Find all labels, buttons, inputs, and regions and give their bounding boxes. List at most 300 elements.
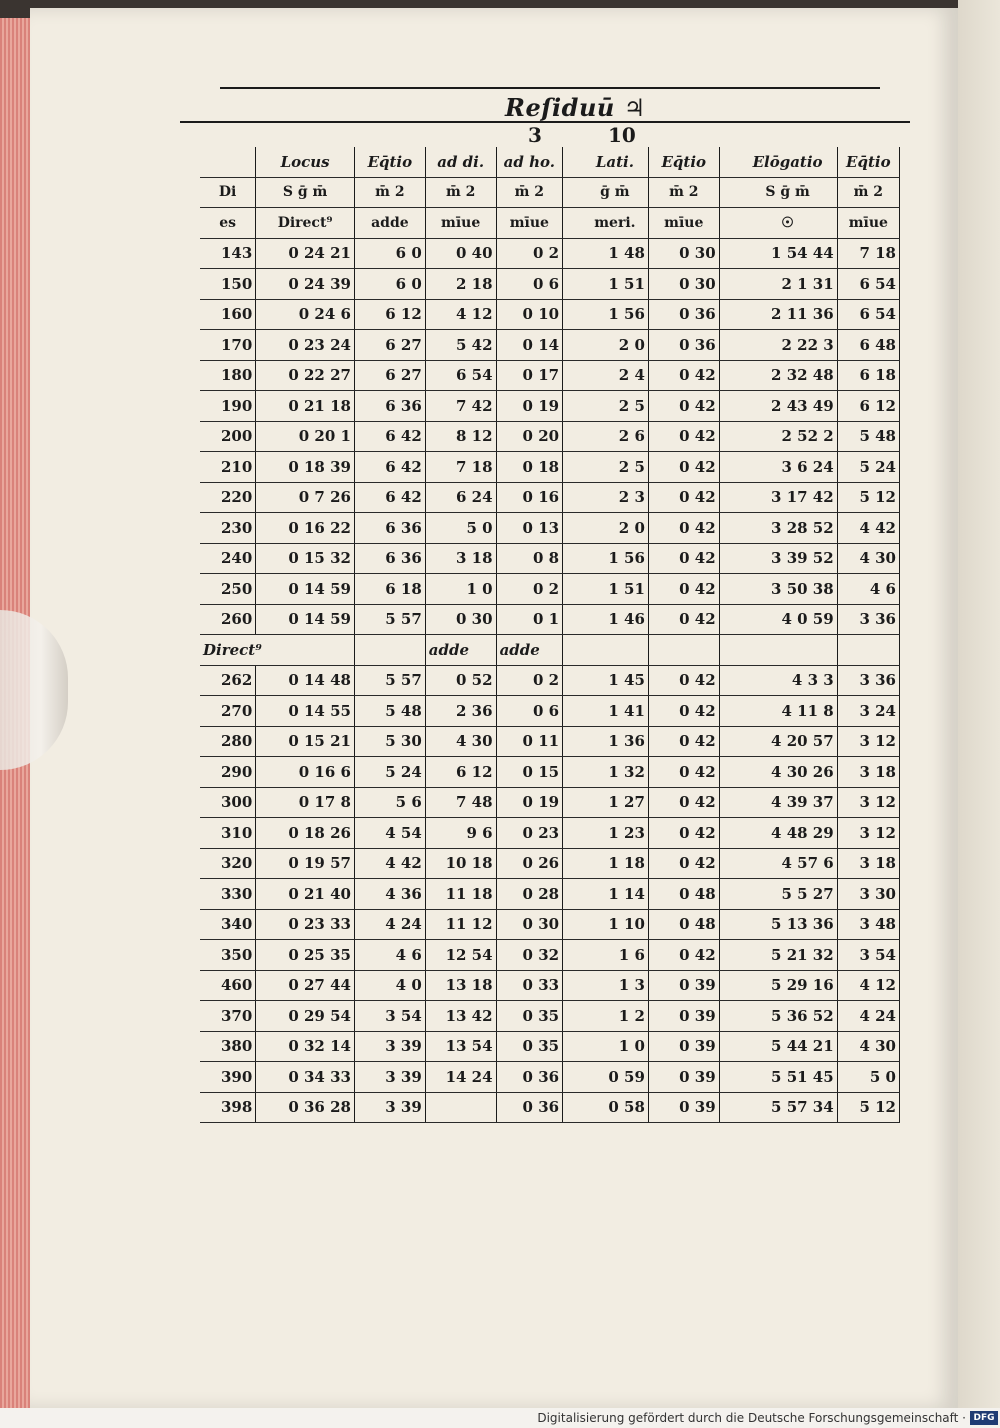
table-cell: 0 2 <box>496 238 563 269</box>
table-row <box>200 299 900 330</box>
table-cell: 5 57 34 <box>738 1092 837 1123</box>
table-cell: 0 32 14 <box>256 1031 355 1062</box>
table-cell <box>719 147 738 177</box>
table-cell: 4 0 59 <box>738 604 837 635</box>
table-cell: 0 36 <box>648 330 719 361</box>
table-cell: ad ho. <box>496 147 563 177</box>
table-cell: 4 12 <box>425 299 496 330</box>
table-cell <box>563 513 582 544</box>
table-cell: 5 6 <box>354 787 425 818</box>
table-cell: 5 21 32 <box>738 940 837 971</box>
table-cell: 0 48 <box>648 909 719 940</box>
table-cell: mīue <box>648 208 719 239</box>
table-row <box>200 879 900 910</box>
table-cell <box>563 391 582 422</box>
table-cell: 0 24 6 <box>256 299 355 330</box>
table-cell <box>719 482 738 513</box>
table-cell: 4 42 <box>354 848 425 879</box>
table-cell <box>719 1062 738 1093</box>
table-cell: 0 14 55 <box>256 696 355 727</box>
table-cell <box>563 696 582 727</box>
table-cell: 8 12 <box>425 421 496 452</box>
table-cell: Direct⁹ <box>200 635 354 666</box>
table-cell: 0 42 <box>648 848 719 879</box>
table-cell <box>563 940 582 971</box>
table-cell <box>719 940 738 971</box>
title-number-2: 10 <box>608 123 636 147</box>
table-cell: 5 48 <box>837 421 899 452</box>
title-number-1: 3 <box>528 123 542 147</box>
table-cell: 190 <box>200 391 256 422</box>
table-cell: 4 48 29 <box>738 818 837 849</box>
table-cell: 0 42 <box>648 482 719 513</box>
table-cell: 3 28 52 <box>738 513 837 544</box>
ephemeris-table <box>200 147 900 1123</box>
table-cell: 0 33 <box>496 970 563 1001</box>
table-cell: 6 42 <box>354 452 425 483</box>
table-cell: 0 58 <box>582 1092 649 1123</box>
table-cell: 0 39 <box>648 1031 719 1062</box>
table-cell <box>719 604 738 635</box>
table-cell: 350 <box>200 940 256 971</box>
table-cell: 0 39 <box>648 1062 719 1093</box>
table-cell: 14 24 <box>425 1062 496 1093</box>
table-cell: 290 <box>200 757 256 788</box>
table-cell: 398 <box>200 1092 256 1123</box>
table-cell <box>563 421 582 452</box>
table-cell: 0 42 <box>648 543 719 574</box>
table-cell: 1 54 44 <box>738 238 837 269</box>
table-row <box>200 482 900 513</box>
table-cell: 0 30 <box>496 909 563 940</box>
table-cell: 6 12 <box>354 299 425 330</box>
table-cell: 4 30 26 <box>738 757 837 788</box>
table-cell <box>719 818 738 849</box>
table-row <box>200 269 900 300</box>
table-cell: 5 57 <box>354 604 425 635</box>
table-cell <box>563 604 582 635</box>
table-cell: 3 18 <box>837 848 899 879</box>
table-cell: 0 42 <box>648 604 719 635</box>
table-cell: 0 14 59 <box>256 604 355 635</box>
table-cell: 3 18 <box>425 543 496 574</box>
table-cell <box>563 726 582 757</box>
table-cell: 0 13 <box>496 513 563 544</box>
table-cell: 1 56 <box>582 543 649 574</box>
table-cell: 5 13 36 <box>738 909 837 940</box>
table-cell: 2 52 2 <box>738 421 837 452</box>
label-row <box>200 208 900 239</box>
table-cell: mīue <box>837 208 899 239</box>
table-cell: 230 <box>200 513 256 544</box>
table-cell: 0 2 <box>496 574 563 605</box>
table-row <box>200 1001 900 1032</box>
table-cell: 3 17 42 <box>738 482 837 513</box>
table-cell: 0 39 <box>648 970 719 1001</box>
table-cell: 0 17 <box>496 360 563 391</box>
table-cell: 0 23 33 <box>256 909 355 940</box>
table-cell: 7 48 <box>425 787 496 818</box>
table-row <box>200 238 900 269</box>
table-cell: es <box>200 208 256 239</box>
next-page-edge <box>958 0 1000 1410</box>
table-cell: 5 48 <box>354 696 425 727</box>
table-cell: 0 42 <box>648 757 719 788</box>
table-cell: Eq̄tio <box>354 147 425 177</box>
table-cell <box>719 635 738 666</box>
table-cell: 0 11 <box>496 726 563 757</box>
table-cell: 0 42 <box>648 818 719 849</box>
table-cell: 0 35 <box>496 1001 563 1032</box>
table-cell: 0 23 <box>496 818 563 849</box>
table-cell <box>719 757 738 788</box>
table-cell: 0 16 22 <box>256 513 355 544</box>
table-cell <box>719 452 738 483</box>
table-cell: 0 6 <box>496 269 563 300</box>
table-cell: 6 24 <box>425 482 496 513</box>
table-cell: 0 10 <box>496 299 563 330</box>
table-cell: 2 6 <box>582 421 649 452</box>
table-cell: 2 0 <box>582 513 649 544</box>
table-cell: 2 18 <box>425 269 496 300</box>
table-cell: Di <box>200 177 256 208</box>
table-row <box>200 818 900 849</box>
top-rule <box>220 87 880 89</box>
table-cell: ḡ m̄ <box>582 177 649 208</box>
table-cell: 4 24 <box>354 909 425 940</box>
table-cell: 5 5 27 <box>738 879 837 910</box>
table-cell: 0 42 <box>648 665 719 696</box>
table-cell: 5 24 <box>354 757 425 788</box>
table-cell: 3 48 <box>837 909 899 940</box>
table-cell: 3 12 <box>837 787 899 818</box>
table-cell: 4 11 8 <box>738 696 837 727</box>
table-cell: adde <box>425 635 496 666</box>
table-cell: 6 48 <box>837 330 899 361</box>
table-cell: 320 <box>200 848 256 879</box>
table-cell <box>719 665 738 696</box>
table-cell: 1 14 <box>582 879 649 910</box>
table-cell: 0 39 <box>648 1092 719 1123</box>
table-cell: 0 14 59 <box>256 574 355 605</box>
table-cell: 3 39 <box>354 1092 425 1123</box>
table-cell <box>719 391 738 422</box>
table-cell <box>563 757 582 788</box>
table-cell: 160 <box>200 299 256 330</box>
table-cell <box>354 635 425 666</box>
table-cell: 0 18 <box>496 452 563 483</box>
dfg-logo-icon: DFG <box>970 1411 998 1425</box>
table-cell: 262 <box>200 665 256 696</box>
table-cell: 2 36 <box>425 696 496 727</box>
table-cell <box>719 848 738 879</box>
table-cell: 4 0 <box>354 970 425 1001</box>
table-cell: 270 <box>200 696 256 727</box>
table-cell: 6 18 <box>354 574 425 605</box>
table-cell: 143 <box>200 238 256 269</box>
table-cell: 2 3 <box>582 482 649 513</box>
table-cell: 0 17 8 <box>256 787 355 818</box>
table-cell: 0 16 <box>496 482 563 513</box>
table-cell: 0 14 48 <box>256 665 355 696</box>
table-cell: mīue <box>496 208 563 239</box>
table-cell: 3 24 <box>837 696 899 727</box>
table-cell: 4 20 57 <box>738 726 837 757</box>
table-cell <box>719 726 738 757</box>
table-cell: 1 51 <box>582 269 649 300</box>
table-cell: 1 18 <box>582 848 649 879</box>
table-cell: 0 19 57 <box>256 848 355 879</box>
table-cell: 0 23 24 <box>256 330 355 361</box>
table-cell: m̄ 2 <box>837 177 899 208</box>
table-cell: 0 18 26 <box>256 818 355 849</box>
table-cell: 0 8 <box>496 543 563 574</box>
table-cell: 0 42 <box>648 940 719 971</box>
table-cell: 6 27 <box>354 360 425 391</box>
table-cell: 1 0 <box>425 574 496 605</box>
table-cell: 390 <box>200 1062 256 1093</box>
table-cell: 2 11 36 <box>738 299 837 330</box>
table-cell: 1 0 <box>582 1031 649 1062</box>
table-cell: 250 <box>200 574 256 605</box>
table-cell: 0 30 <box>648 269 719 300</box>
table-cell: 0 26 <box>496 848 563 879</box>
table-cell: 380 <box>200 1031 256 1062</box>
table-cell: 5 36 52 <box>738 1001 837 1032</box>
table-cell: 6 0 <box>354 269 425 300</box>
table-cell: 2 32 48 <box>738 360 837 391</box>
table-cell <box>200 147 256 177</box>
table-cell: m̄ 2 <box>648 177 719 208</box>
table-cell: 4 30 <box>425 726 496 757</box>
table-cell: Eq̄tio <box>648 147 719 177</box>
table-cell: 10 18 <box>425 848 496 879</box>
table-cell <box>719 879 738 910</box>
table-cell: 3 39 <box>354 1062 425 1093</box>
book-page <box>30 8 958 1408</box>
table-cell: 6 42 <box>354 421 425 452</box>
table-cell <box>563 360 582 391</box>
table-cell: 3 30 <box>837 879 899 910</box>
table-cell: 3 50 38 <box>738 574 837 605</box>
table-cell: 0 20 1 <box>256 421 355 452</box>
table-cell <box>582 635 649 666</box>
table-cell: 7 18 <box>837 238 899 269</box>
table-cell <box>719 970 738 1001</box>
table-cell: 4 30 <box>837 1031 899 1062</box>
table-cell: 1 41 <box>582 696 649 727</box>
table-cell: 5 24 <box>837 452 899 483</box>
page-title: Reſiduū ♃ <box>505 93 646 122</box>
table-cell: 170 <box>200 330 256 361</box>
table-cell: 0 27 44 <box>256 970 355 1001</box>
table-cell: 310 <box>200 818 256 849</box>
table-cell <box>563 299 582 330</box>
table-cell: 0 19 <box>496 787 563 818</box>
table-cell: 330 <box>200 879 256 910</box>
table-cell: 4 39 37 <box>738 787 837 818</box>
table-cell <box>563 635 582 666</box>
table-cell: 4 3 3 <box>738 665 837 696</box>
table-cell: adde <box>354 208 425 239</box>
table-row <box>200 574 900 605</box>
table-cell: 0 30 <box>648 238 719 269</box>
table-cell: 0 42 <box>648 726 719 757</box>
table-cell: 1 36 <box>582 726 649 757</box>
table-cell: ☉ <box>738 208 837 239</box>
table-cell: 260 <box>200 604 256 635</box>
table-cell: 0 30 <box>425 604 496 635</box>
table-cell: 4 30 <box>837 543 899 574</box>
table-cell <box>563 543 582 574</box>
table-cell <box>719 299 738 330</box>
table-cell: 0 42 <box>648 574 719 605</box>
table-cell: 0 25 35 <box>256 940 355 971</box>
table-cell: 200 <box>200 421 256 452</box>
table-cell: 6 12 <box>425 757 496 788</box>
table-row <box>200 1031 900 1062</box>
table-cell: 0 36 28 <box>256 1092 355 1123</box>
table-cell <box>563 1092 582 1123</box>
table-cell <box>563 1062 582 1093</box>
table-cell <box>563 177 582 208</box>
table-cell: 11 12 <box>425 909 496 940</box>
table-cell: 3 54 <box>354 1001 425 1032</box>
table-cell <box>563 665 582 696</box>
table-cell: Elōgatio <box>738 147 837 177</box>
table-cell: 340 <box>200 909 256 940</box>
table-cell: 0 35 <box>496 1031 563 1062</box>
table-cell: 3 36 <box>837 665 899 696</box>
table-cell: 4 42 <box>837 513 899 544</box>
table-cell: 0 15 <box>496 757 563 788</box>
header-row <box>200 147 900 177</box>
table-cell: 0 2 <box>496 665 563 696</box>
table-cell: 6 42 <box>354 482 425 513</box>
table-row <box>200 787 900 818</box>
table-cell: 2 5 <box>582 391 649 422</box>
table-cell: 3 12 <box>837 818 899 849</box>
table-cell <box>719 543 738 574</box>
table-cell: 5 57 <box>354 665 425 696</box>
table-cell <box>837 635 899 666</box>
footer <box>0 1408 1000 1428</box>
table-cell: 0 42 <box>648 391 719 422</box>
table-cell: 1 48 <box>582 238 649 269</box>
table-cell: 0 15 32 <box>256 543 355 574</box>
table-cell: 2 0 <box>582 330 649 361</box>
table-cell: 3 6 24 <box>738 452 837 483</box>
table-cell: 3 39 52 <box>738 543 837 574</box>
table-cell: 5 0 <box>837 1062 899 1093</box>
table-cell: 0 6 <box>496 696 563 727</box>
table-cell <box>719 208 738 239</box>
table-cell: 0 59 <box>582 1062 649 1093</box>
table-cell: 0 20 <box>496 421 563 452</box>
table-cell: 0 15 21 <box>256 726 355 757</box>
table-cell: ad di. <box>425 147 496 177</box>
table-cell: 1 56 <box>582 299 649 330</box>
table-cell: 6 54 <box>425 360 496 391</box>
table-cell: 4 57 6 <box>738 848 837 879</box>
table-row <box>200 1092 900 1123</box>
table-row <box>200 330 900 361</box>
table-cell: 6 0 <box>354 238 425 269</box>
table-cell <box>563 1031 582 1062</box>
table-cell: 1 51 <box>582 574 649 605</box>
table-cell: 0 42 <box>648 513 719 544</box>
table-cell: 9 6 <box>425 818 496 849</box>
table-cell <box>719 696 738 727</box>
table-cell: Lati. <box>582 147 649 177</box>
table-cell <box>719 177 738 208</box>
table-cell: 6 18 <box>837 360 899 391</box>
table-cell: 0 36 <box>496 1062 563 1093</box>
table-cell <box>719 787 738 818</box>
table-cell: 5 12 <box>837 1092 899 1123</box>
table-cell: 5 0 <box>425 513 496 544</box>
table-cell: 0 34 33 <box>256 1062 355 1093</box>
table-cell <box>563 147 582 177</box>
table-cell: 0 14 <box>496 330 563 361</box>
table-cell: 6 12 <box>837 391 899 422</box>
table-cell: 1 27 <box>582 787 649 818</box>
table-cell <box>719 513 738 544</box>
table-cell: 0 21 18 <box>256 391 355 422</box>
table-cell: 6 36 <box>354 543 425 574</box>
table-cell: 0 21 40 <box>256 879 355 910</box>
table-cell: 2 4 <box>582 360 649 391</box>
table-cell <box>648 635 719 666</box>
table-cell <box>563 970 582 1001</box>
table-cell: 12 54 <box>425 940 496 971</box>
table-row <box>200 452 900 483</box>
table-cell <box>563 482 582 513</box>
table-cell: 5 12 <box>837 482 899 513</box>
table-cell: 13 54 <box>425 1031 496 1062</box>
table-cell: 0 42 <box>648 421 719 452</box>
table-cell: m̄ 2 <box>496 177 563 208</box>
table-row <box>200 1062 900 1093</box>
table-row <box>200 848 900 879</box>
table-cell: 6 27 <box>354 330 425 361</box>
table-cell <box>563 1001 582 1032</box>
table-cell <box>563 452 582 483</box>
table-cell <box>719 360 738 391</box>
table-row <box>200 909 900 940</box>
table-row <box>200 513 900 544</box>
table-cell: 0 16 6 <box>256 757 355 788</box>
table-cell <box>719 574 738 605</box>
table-cell <box>563 909 582 940</box>
table-cell: mīue <box>425 208 496 239</box>
table-cell: 460 <box>200 970 256 1001</box>
table-cell <box>719 1092 738 1123</box>
table-cell: 4 36 <box>354 879 425 910</box>
table-cell: 11 18 <box>425 879 496 910</box>
table-cell: 6 54 <box>837 299 899 330</box>
table-cell <box>563 238 582 269</box>
table-cell: S ḡ m̄ <box>738 177 837 208</box>
table-cell: 3 12 <box>837 726 899 757</box>
table-cell: 0 36 <box>496 1092 563 1123</box>
table-cell: 1 32 <box>582 757 649 788</box>
table-cell: 0 32 <box>496 940 563 971</box>
table-cell: 0 42 <box>648 452 719 483</box>
table-cell: 210 <box>200 452 256 483</box>
table-cell <box>563 787 582 818</box>
table-cell: 0 42 <box>648 696 719 727</box>
